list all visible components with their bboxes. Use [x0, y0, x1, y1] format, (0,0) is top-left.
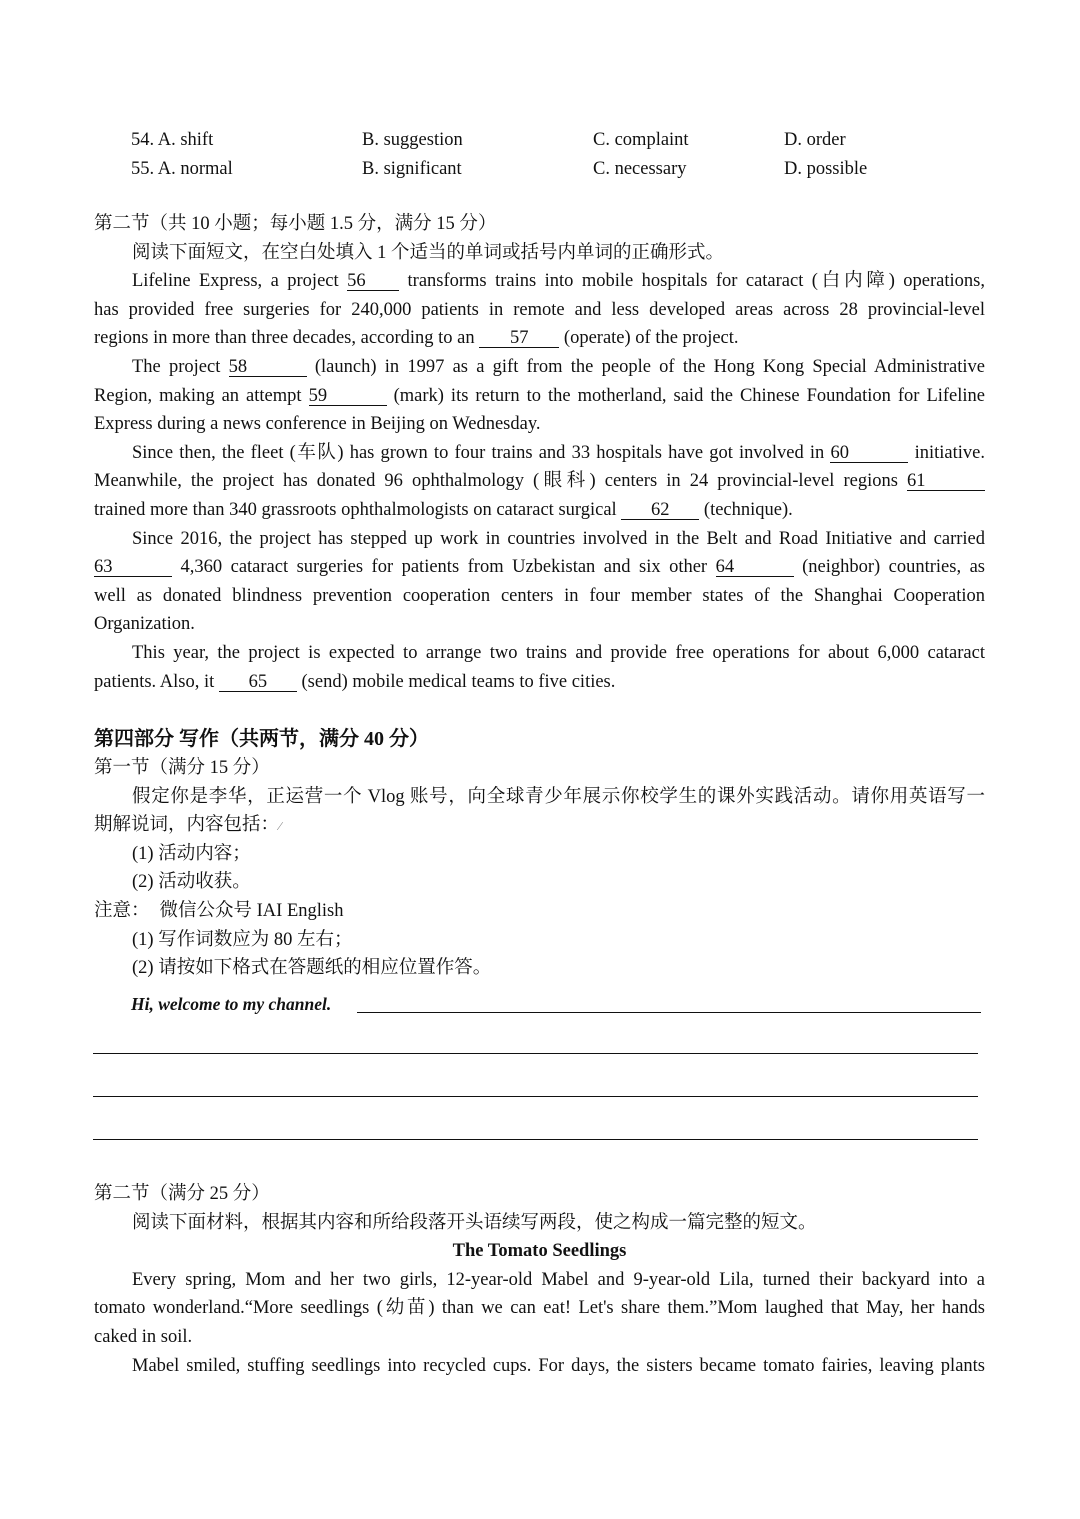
- task-line: 假定你是李华，正运营一个 Vlog 账号，向全球青少年展示你校学生的课外实践活动。请你用英语写一: [132, 786, 985, 807]
- note-item: (2) 请按如下格式在答题纸的相应位置作答。: [132, 958, 492, 979]
- blank-58: 58: [229, 358, 307, 377]
- task-item: (2) 活动收获。: [132, 872, 251, 893]
- passage-line: well as donated blindness prevention cooperation centers in four member states of the Shanghai Cooperation: [94, 585, 985, 606]
- blank-65: 65: [219, 673, 297, 692]
- task-line: 期解说词，内容包括：∕: [94, 815, 282, 836]
- passage-line: Organization.: [94, 614, 195, 635]
- story-line: Every spring, Mom and her two girls, 12-year-old Mabel and 9-year-old Lila, turned their backyard into a: [132, 1269, 985, 1290]
- option-b: B. significant: [362, 159, 462, 179]
- story-line: tomato wonderland.“More seedlings (幼苗) than we can eat! Let's share them.”Mom laughed that May, her hands: [94, 1298, 985, 1319]
- option-c: C. complaint: [593, 130, 689, 150]
- blank-60: 60: [830, 444, 908, 463]
- answer-line: [357, 1012, 981, 1013]
- passage-line: Since then, the fleet (车队) has grown to four trains and 33 hospitals have got involved in 60 initiative.: [132, 442, 985, 463]
- option-c: C. necessary: [593, 159, 687, 179]
- section-instruction: 阅读下面材料，根据其内容和所给段落开头语续写两段，使之构成一篇完整的短文。: [132, 1212, 817, 1233]
- option-d: D. order: [784, 130, 846, 150]
- blank-57: 57: [479, 329, 559, 348]
- section-instruction: 阅读下面短文，在空白处填入 1 个适当的单词或括号内单词的正确形式。: [132, 242, 725, 263]
- story-line: Mabel smiled, stuffing seedlings into recycled cups. For days, the sisters became tomato fairies, leaving plants: [132, 1355, 985, 1376]
- blank-56: 56: [347, 272, 399, 291]
- passage-line: Express during a news conference in Beijing on Wednesday.: [94, 414, 541, 435]
- grammar-fill-section: [94, 210, 985, 696]
- stray-mark: ∕: [279, 819, 282, 834]
- passage-line: has provided free surgeries for 240,000 patients in remote and less developed areas across 28 provincial-level: [94, 299, 985, 320]
- answer-line: [93, 1139, 978, 1140]
- blank-62: 62: [621, 501, 699, 520]
- writing-opener: Hi, welcome to my channel.: [131, 994, 332, 1014]
- option-d: D. possible: [784, 159, 868, 179]
- passage-line: patients. Also, it 65 (send) mobile medical teams to five cities.: [94, 671, 616, 692]
- answer-line: [93, 1096, 978, 1097]
- passage-line: The project 58 (launch) in 1997 as a gift from the people of the Hong Kong Special Administrative: [132, 356, 986, 377]
- blank-61: 61: [907, 472, 985, 491]
- passage-line: trained more than 340 grassroots ophthalmologists on cataract surgical 62 (technique).: [94, 499, 793, 520]
- section-title: 第二节（满分 25 分）: [94, 1184, 270, 1204]
- blank-64: 64: [716, 558, 794, 577]
- writing-part: [94, 724, 985, 983]
- watermark-text: 微信公众号 IAI English: [159, 900, 344, 921]
- continuation-writing-section: [94, 1180, 985, 1380]
- option-row-54: [131, 126, 931, 155]
- option-row-55: [131, 155, 931, 184]
- passage-line: 63 4,360 cataract surgeries for patients from Uzbekistan and six other 64 (neighbor) countries, as: [94, 557, 985, 578]
- note-item: (1) 写作词数应为 80 左右；: [132, 929, 353, 950]
- passage-line: Lifeline Express, a project 56 transforms trains into mobile hospitals for cataract (白内障) operations,: [132, 271, 985, 292]
- passage-line: This year, the project is expected to arrange two trains and provide free operations for about 6,000 cataract: [132, 642, 985, 663]
- option-a: 55. A. normal: [131, 159, 233, 179]
- option-b: B. suggestion: [362, 130, 463, 150]
- part-title: 第四部分 写作（共两节，满分 40 分）: [94, 728, 429, 750]
- answer-line: [93, 1053, 978, 1054]
- story-line: caked in soil.: [94, 1326, 193, 1347]
- passage-line: regions in more than three decades, according to an 57 (operate) of the project.: [94, 328, 739, 349]
- note-line: [94, 897, 985, 926]
- section-title: 第二节（共 10 小题；每小题 1.5 分，满分 15 分）: [94, 214, 497, 234]
- section-title: 第一节（满分 15 分）: [94, 758, 270, 778]
- blank-63: 63: [94, 558, 172, 577]
- option-a: 54. A. shift: [131, 130, 214, 150]
- blank-59: 59: [309, 387, 387, 406]
- passage-line: Meanwhile, the project has donated 96 ophthalmology (眼科) centers in 24 provincial-level regions 61: [94, 467, 985, 496]
- note-label: 注意：: [94, 900, 150, 921]
- story-title: The Tomato Seedlings: [452, 1241, 627, 1262]
- cloze-options: [131, 126, 931, 184]
- task-item: (1) 活动内容；: [132, 843, 251, 864]
- passage-line: Region, making an attempt 59 (mark) its return to the motherland, said the Chinese Foundation for Lifeline: [94, 385, 985, 406]
- passage-line: Since 2016, the project has stepped up work in countries involved in the Belt and Road Initiative and carried: [132, 528, 985, 549]
